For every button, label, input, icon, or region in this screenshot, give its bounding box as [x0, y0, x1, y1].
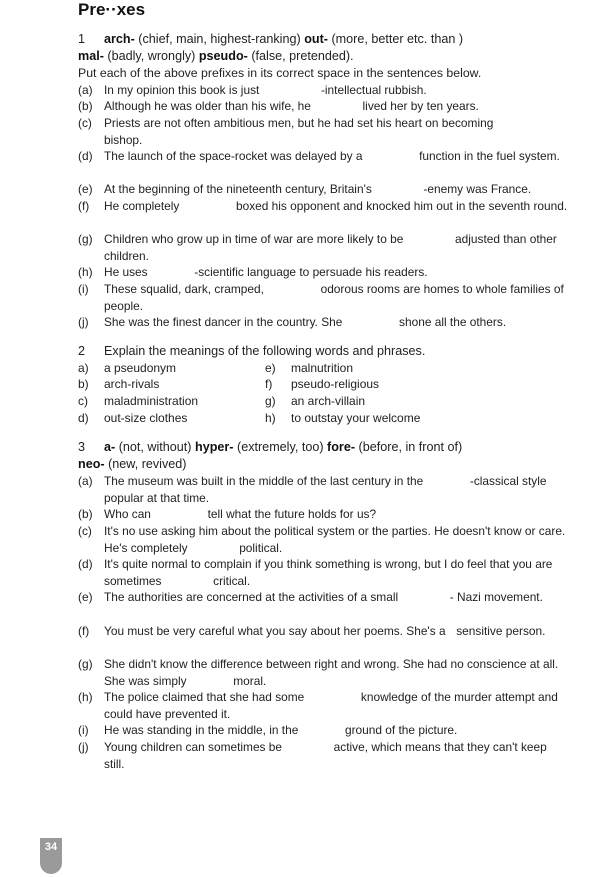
item-label: (i) [78, 282, 89, 296]
exercise-3-item [78, 623, 568, 640]
answer-gap[interactable] [427, 484, 467, 485]
answer-gap[interactable] [449, 634, 453, 635]
exercise-1-heading-line2: mal- (badly, wrongly) pseudo- (false, pretended). [78, 49, 354, 63]
answer-gap[interactable] [497, 126, 537, 127]
answer-gap[interactable] [407, 242, 452, 243]
answer-gap[interactable] [151, 275, 191, 276]
item-label: (h) [78, 265, 93, 279]
item-label: (e) [78, 590, 93, 604]
item-label: (g) [78, 657, 93, 671]
exercise-3-item [78, 656, 568, 689]
page-title: Pre··xes [78, 0, 146, 19]
item-label: (j) [78, 740, 89, 754]
item-label: (a) [78, 83, 93, 97]
item-label: (b) [78, 99, 93, 113]
answer-gap[interactable] [165, 584, 210, 585]
vocab-item: d) out-size clothes [78, 411, 188, 425]
item-label: (i) [78, 723, 89, 737]
exercise-3-item [78, 689, 568, 722]
answer-gap[interactable] [191, 551, 236, 552]
exercise-1-item [78, 198, 568, 215]
vocab-item: h) to outstay your welcome [265, 411, 421, 425]
exercise-2-instruction: Explain the meanings of the following words and phrases. [104, 344, 426, 358]
exercise-3-heading [78, 440, 462, 454]
exercise-1-heading [78, 32, 463, 46]
item-label: (b) [78, 507, 93, 521]
item-label: (e) [78, 182, 93, 196]
answer-gap[interactable] [302, 733, 342, 734]
vocab-item: e) malnutrition [265, 361, 354, 375]
item-label: (f) [78, 624, 90, 638]
exercise-3-item [78, 739, 568, 772]
item-sentence: He uses -scientific language to persuade his readers. [104, 265, 428, 279]
exercise-1-item [78, 115, 568, 148]
item-sentence: You must be very careful what you say about her poems. She's a sensitive person. [104, 624, 546, 638]
vocab-item: b) arch-rivals [78, 377, 160, 391]
exercise-3-item [78, 556, 568, 589]
exercise-1-instruction: Put each of the above prefixes in its correct space in the sentences below. [78, 66, 482, 80]
exercise-3-item [78, 473, 568, 506]
exercise-1-item [78, 264, 568, 281]
answer-gap[interactable] [375, 192, 420, 193]
item-sentence: In my opinion this book is just -intellectual rubbish. [104, 83, 427, 97]
answer-gap[interactable] [314, 109, 359, 110]
answer-gap[interactable] [154, 517, 204, 518]
item-sentence: At the beginning of the nineteenth century, Britain's -enemy was France. [104, 182, 532, 196]
exercise-1-item [78, 148, 568, 165]
exercise-2-number: 2 [78, 344, 86, 358]
exercise-3-line1: a- (not, without) hyper- (extremely, too) fore- (before, in front of) [104, 440, 463, 454]
page-number-tab: 34 [40, 838, 62, 874]
item-label: (d) [78, 557, 93, 571]
item-label: (c) [78, 524, 92, 538]
item-sentence: It's quite normal to complain if you think something is wrong, but I do feel that you are sometimes critical. [104, 557, 553, 588]
answer-gap[interactable] [346, 325, 396, 326]
item-sentence: It's no use asking him about the political system or the parties. He doesn't know or care. He's completely political. [104, 524, 566, 555]
item-sentence: The launch of the space-rocket was delayed by a function in the fuel system. [104, 149, 560, 163]
item-sentence: She didn't know the difference between right and wrong. She had no conscience at all. She was simply moral. [104, 657, 559, 688]
answer-gap[interactable] [190, 684, 230, 685]
item-sentence: Priests are not often ambitious men, but he had set his heart on becoming bishop. [104, 115, 568, 148]
exercise-3-number: 3 [78, 440, 86, 454]
item-sentence: He completely boxed his opponent and knocked him out in the seventh round. [104, 199, 568, 213]
item-label: (h) [78, 690, 93, 704]
vocab-item: a) a pseudonym [78, 361, 177, 375]
answer-gap[interactable] [183, 209, 233, 210]
item-sentence: Young children can sometimes be active, which means that they can't keep still. [104, 740, 547, 771]
item-sentence: She was the finest dancer in the country. She shone all the others. [104, 315, 507, 329]
item-sentence: Children who grow up in time of war are more likely to be adjusted than other children. [104, 232, 557, 263]
item-sentence: These squalid, dark, cramped, odorous rooms are homes to whole families of people. [104, 282, 564, 313]
answer-gap[interactable] [308, 700, 358, 701]
exercise-1-item [78, 181, 568, 198]
answer-gap[interactable] [285, 750, 330, 751]
item-sentence: Although he was older than his wife, he lived her by ten years. [104, 99, 479, 113]
item-label: (c) [78, 116, 92, 130]
exercise-1-item [78, 82, 568, 99]
item-sentence: He was standing in the middle, in the ground of the picture. [104, 723, 458, 737]
exercise-3-item [78, 589, 568, 606]
answer-gap[interactable] [267, 292, 317, 293]
item-sentence: Who can tell what the future holds for us? [104, 507, 377, 521]
answer-gap[interactable] [401, 600, 446, 601]
exercise-1-item [78, 231, 568, 264]
item-sentence: The museum was built in the middle of the last century in the -classical style popular at that time. [104, 474, 547, 505]
item-label: (d) [78, 149, 93, 163]
answer-gap[interactable] [263, 93, 318, 94]
exercise-1-item [78, 281, 568, 314]
vocab-item: g) an arch-villain [265, 394, 366, 408]
exercise-3-item [78, 523, 568, 556]
item-label: (j) [78, 315, 89, 329]
item-label: (g) [78, 232, 93, 246]
vocab-item: f) pseudo-religious [265, 377, 380, 391]
exercise-3-item [78, 506, 568, 523]
exercise-1-item [78, 314, 568, 331]
item-sentence: The authorities are concerned at the activities of a small - Nazi movement. [104, 590, 543, 604]
exercise-3-item [78, 722, 568, 739]
exercise-1-line1: arch- (chief, main, highest-ranking) out- (more, better etc. than ) [104, 32, 464, 46]
exercise-2-heading [78, 344, 425, 358]
item-label: (a) [78, 474, 93, 488]
item-sentence: The police claimed that she had some knowledge of the murder attempt and could have prevented it. [104, 690, 558, 721]
vocab-item: c) maladministration [78, 394, 199, 408]
exercise-1-item [78, 98, 568, 115]
item-label: (f) [78, 199, 90, 213]
answer-gap[interactable] [366, 159, 416, 160]
exercise-1-number: 1 [78, 32, 86, 46]
exercise-3-heading-line2: neo- (new, revived) [78, 457, 187, 471]
